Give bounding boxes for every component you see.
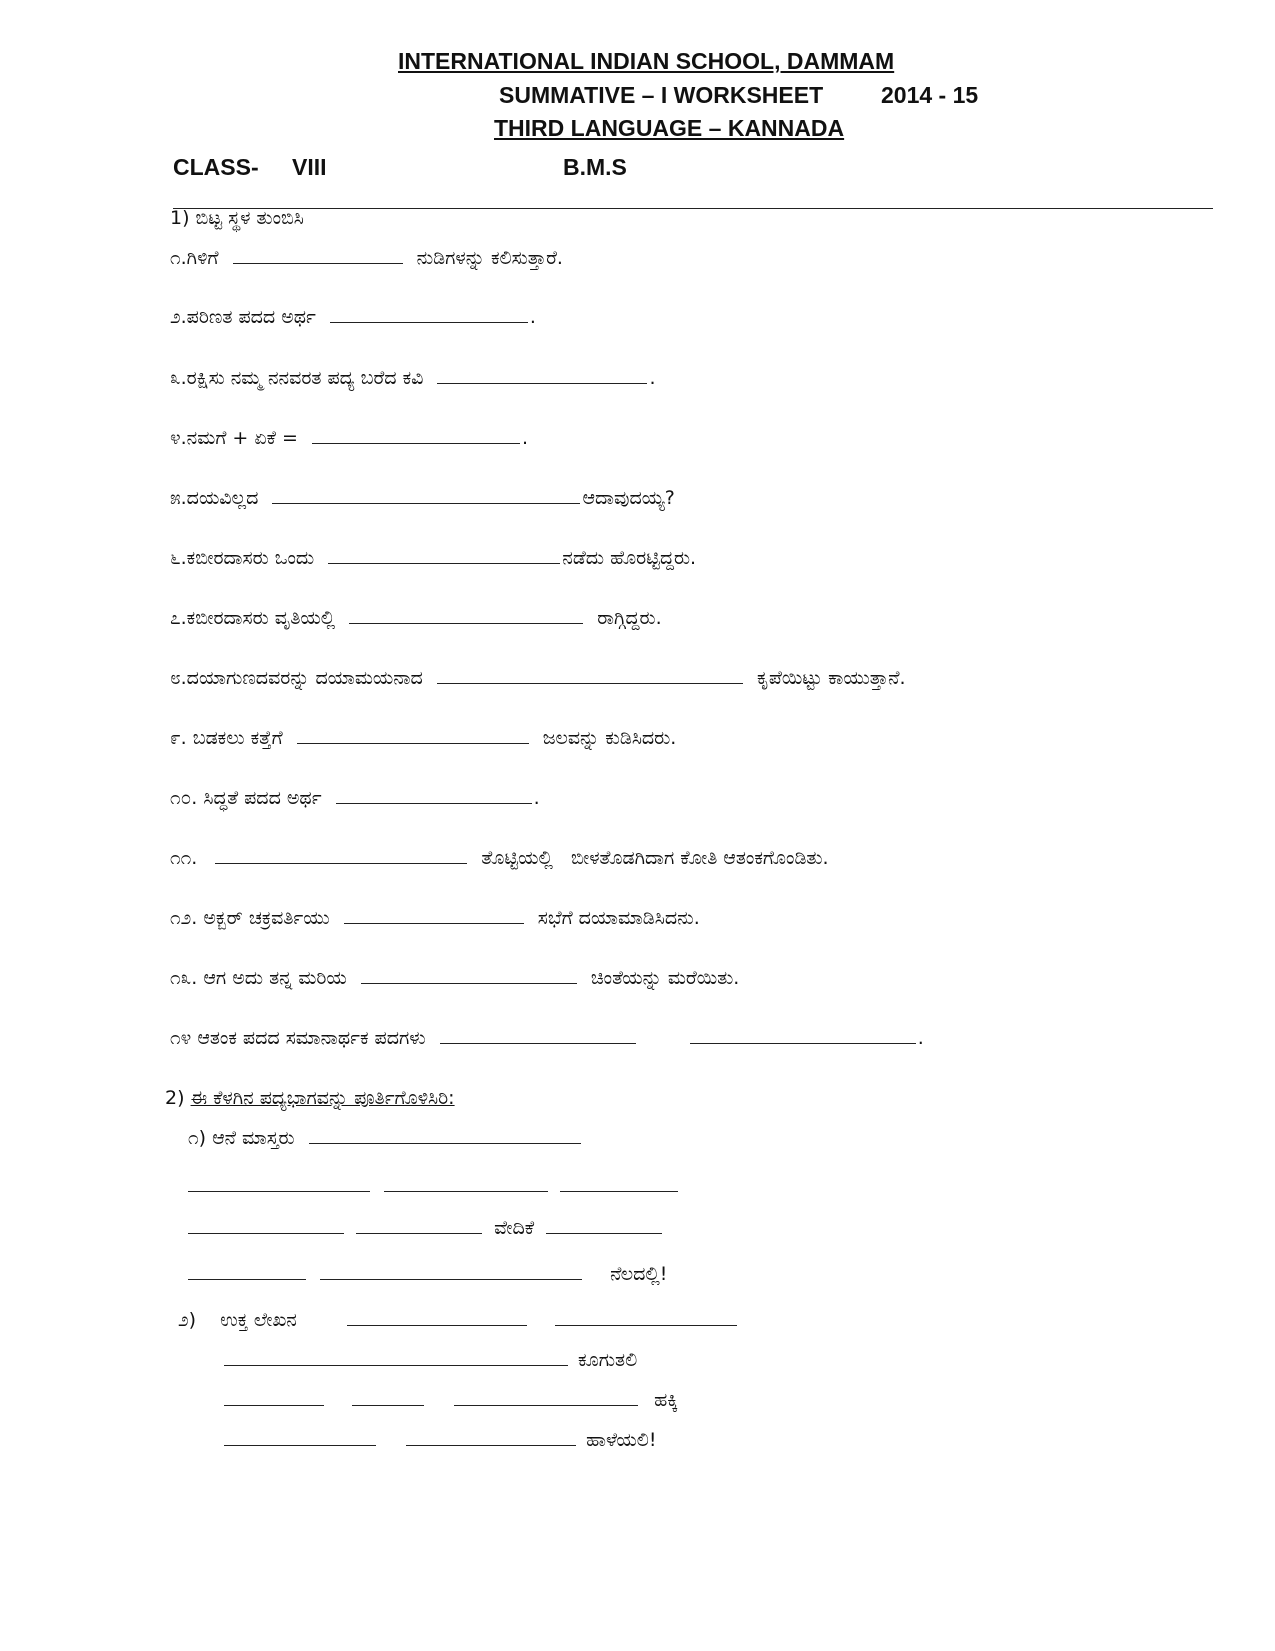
answer-blank[interactable] <box>344 905 524 924</box>
question-text: ೫.ದಯವಿಲ್ಲದ <box>170 487 259 509</box>
question-text: ಆದಾವುದಯ್ಯ? <box>582 487 675 509</box>
question-text: ರಾಗ್ಗಿದ್ದರು. <box>597 607 662 629</box>
poem2-line-1 <box>224 1346 637 1374</box>
answer-blank[interactable] <box>188 1215 344 1234</box>
question-text: ೯. ಬಡಕಲು ಕತ್ತೆಗೆ <box>170 727 283 749</box>
question-text: . <box>533 787 540 809</box>
answer-blank[interactable] <box>546 1215 662 1234</box>
question-14 <box>170 1024 924 1052</box>
question-text: . <box>529 306 536 328</box>
question-text: . <box>917 1027 924 1049</box>
question-8 <box>170 664 906 692</box>
answer-blank[interactable] <box>224 1347 568 1366</box>
answer-blank[interactable] <box>560 1173 678 1192</box>
poem2-title-line <box>178 1306 737 1334</box>
question-9 <box>170 724 676 752</box>
question-7 <box>170 604 662 632</box>
answer-blank[interactable] <box>224 1427 376 1446</box>
question-text: ಚಿಂತೆಯನ್ನು ಮರೆಯಿತು. <box>590 967 740 989</box>
question-text: ೬.ಕಬೀರದಾಸರು ಒಂದು <box>170 547 315 569</box>
question-3 <box>170 364 655 392</box>
question-text: . <box>521 427 528 449</box>
question-text: ಕೃಪೆಯಿಟ್ಟು ಕಾಯುತ್ತಾನೆ. <box>756 667 906 689</box>
answer-blank[interactable] <box>188 1173 370 1192</box>
question-text: ೪.ನಮಗೆ + ಏಕೆ = <box>170 427 298 449</box>
answer-blank[interactable] <box>309 1125 581 1144</box>
academic-year: 2014 - 15 <box>881 82 979 108</box>
question-text: ೭.ಕಬೀರದಾಸರು ವೃತಿಯಲ್ಲಿ <box>170 607 336 629</box>
question-text: ೧೩. ಆಗ ಅದು ತನ್ನ ಮರಿಯ <box>170 967 347 989</box>
question-text: ತೊಟ್ಟಿಯಲ್ಲಿ ಬೀಳತೊಡಗಿದಾಗ ಕೋತಿ ಆತಂಕಗೊಂಡಿತು. <box>481 847 829 869</box>
class-label: CLASS- <box>173 154 259 180</box>
answer-blank[interactable] <box>440 1025 636 1044</box>
question-text: ೩.ರಕ್ಷಿಸು ನಮ್ಮ ನನವರತ ಪದ್ಯ ಬರೆದ ಕವಿ <box>170 367 424 389</box>
answer-blank[interactable] <box>188 1261 306 1280</box>
section2-number: 2) <box>165 1087 185 1109</box>
question-text: . <box>649 367 656 389</box>
answer-blank[interactable] <box>406 1427 576 1446</box>
answer-blank[interactable] <box>555 1307 737 1326</box>
poem-word: ನೆಲದಲ್ಲಿ! <box>610 1263 668 1285</box>
class-value: VIII <box>292 154 327 180</box>
answer-blank[interactable] <box>320 1261 582 1280</box>
question-1 <box>170 244 563 272</box>
poem1-title-line <box>188 1124 581 1152</box>
poem-word: ಕೂಗುತಲಿ <box>578 1349 638 1371</box>
poem1-line-3 <box>188 1260 667 1288</box>
question-6 <box>170 544 696 572</box>
question-5 <box>170 484 675 512</box>
question-11 <box>170 844 829 872</box>
question-text: ಸಭೆಗೆ ದಯಾಮಾಡಿಸಿದನು. <box>537 907 700 929</box>
answer-blank[interactable] <box>384 1173 548 1192</box>
poem2-line-3 <box>224 1426 657 1454</box>
question-13 <box>170 964 739 992</box>
poem1-label: ೧) ಆನೆ ಮಾಸ್ತರು <box>188 1127 295 1149</box>
board-name: B.M.S <box>563 154 627 180</box>
question-text: ೧೪ ಆತಂಕ ಪದದ ಸಮಾನಾರ್ಥಕ ಪದಗಳು <box>170 1027 426 1049</box>
school-name: INTERNATIONAL INDIAN SCHOOL, DAMMAM <box>398 48 895 74</box>
question-text: ೨.ಪರಿಣತ ಪದದ ಅರ್ಥ <box>170 306 316 328</box>
answer-blank[interactable] <box>356 1215 482 1234</box>
question-text: ೧.ಗಿಳಿಗೆ <box>170 247 219 269</box>
question-4 <box>170 424 528 452</box>
poem-word: ವೇದಿಕೆ <box>494 1217 535 1239</box>
header-divider <box>173 208 1213 209</box>
answer-blank[interactable] <box>328 545 560 564</box>
poem1-line-1 <box>188 1172 678 1200</box>
answer-blank[interactable] <box>224 1387 324 1406</box>
answer-blank[interactable] <box>361 965 577 984</box>
answer-blank[interactable] <box>233 245 403 264</box>
question-text: ೧೧. <box>170 847 198 869</box>
question-10 <box>170 784 540 812</box>
answer-blank[interactable] <box>297 725 529 744</box>
poem1-line-2 <box>188 1214 662 1242</box>
poem2-number: ೨) <box>178 1309 197 1331</box>
poem-word: ಹಕ್ಕಿ <box>654 1389 679 1411</box>
section2-heading <box>165 1084 455 1112</box>
answer-blank[interactable] <box>454 1387 638 1406</box>
question-text: ನಡೆದು ಹೊರಟ್ಟಿದ್ದರು. <box>562 547 697 569</box>
section2-title: ಈ ಕೆಳಗಿನ ಪದ್ಯಭಾಗವನ್ನು ಪೂರ್ತಿಗೊಳಿಸಿರಿ: <box>190 1087 455 1109</box>
question-12 <box>170 904 700 932</box>
answer-blank[interactable] <box>215 845 467 864</box>
poem2-label: ಉಕ್ತ ಲೇಖನ <box>220 1309 297 1331</box>
question-text: ೧೦. ಸಿದ್ಧತೆ ಪದದ ಅರ್ಥ <box>170 787 322 809</box>
answer-blank[interactable] <box>352 1387 424 1406</box>
poem2-line-2 <box>224 1386 678 1414</box>
worksheet-title: SUMMATIVE – I WORKSHEET <box>499 82 824 108</box>
section1-heading: 1) ಬಿಟ್ಟ ಸ್ಥಳ ತುಂಬಿಸಿ <box>170 207 304 229</box>
answer-blank[interactable] <box>437 665 743 684</box>
answer-blank[interactable] <box>437 365 647 384</box>
answer-blank[interactable] <box>312 425 520 444</box>
poem-word: ಹಾಳೆಯಲಿ! <box>586 1429 657 1451</box>
subject-title: THIRD LANGUAGE – KANNADA <box>494 115 845 141</box>
question-text: ಜಲವನ್ನು ಕುಡಿಸಿದರು. <box>542 727 677 749</box>
answer-blank[interactable] <box>349 605 583 624</box>
answer-blank[interactable] <box>272 485 580 504</box>
answer-blank[interactable] <box>336 785 532 804</box>
question-text: ನುಡಿಗಳನ್ನು ಕಲಿಸುತ್ತಾರೆ. <box>416 247 563 269</box>
answer-blank[interactable] <box>347 1307 527 1326</box>
question-text: ೧೨. ಅಕ್ಬರ್ ಚಕ್ರವರ್ತಿಯು <box>170 907 330 929</box>
question-text: ೮.ದಯಾಗುಣದವರನ್ನು ದಯಾಮಯನಾದ <box>170 667 423 689</box>
answer-blank[interactable] <box>330 304 528 323</box>
answer-blank[interactable] <box>690 1025 916 1044</box>
question-2 <box>170 303 536 331</box>
